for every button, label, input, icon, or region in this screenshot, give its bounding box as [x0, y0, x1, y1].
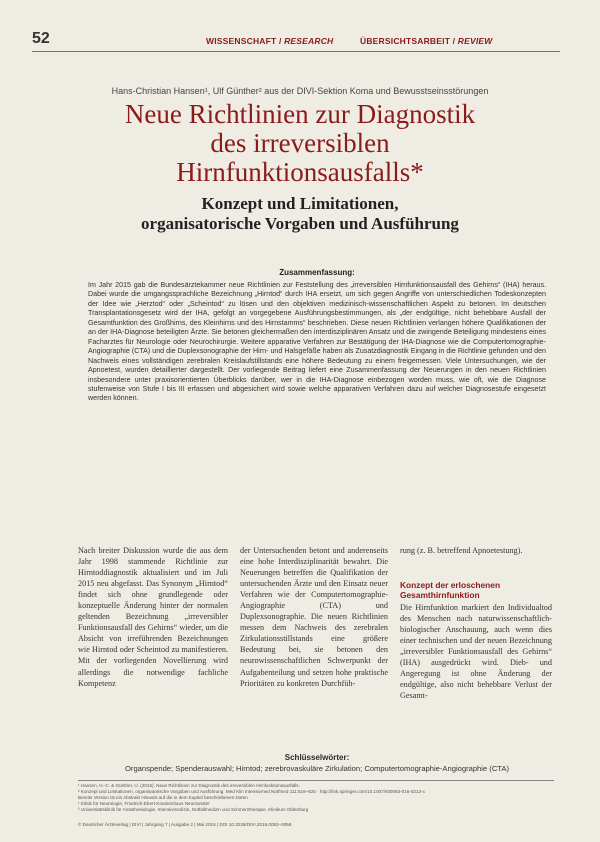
title-line: des irreversiblen [210, 128, 390, 158]
copyright-line: © Deutscher Ärzteverlag | DIVI | Jahrgang 7 | Ausgabe 2 | Mai 2016 | DOI 10.3238/DIVI.2016.0052–0058 [78, 822, 292, 827]
abstract-heading: Zusammenfassung: [279, 268, 355, 277]
body-column-2 [240, 545, 388, 689]
body-paragraph: rung (z. B. betreffend Apnoetestung). [400, 546, 523, 555]
keywords-text: Organspende; Spenderauswahl; Hirntod; zerebrovaskuläre Zirkulation; Computertomographie-Angiographie (CTA) [125, 764, 509, 773]
section-heading [400, 580, 552, 600]
keywords-heading: Schlüsselwörter: [284, 753, 350, 762]
page-header [32, 30, 560, 50]
footnote: ² Konzept und Limitationen, organisatorische Vorgaben und Ausführung. Med Klin Intensivmed Notfmed 111:516–525 · http://link.springer.com/10.1007/s00063-016-0213-x [78, 789, 425, 795]
section-label: WISSENSCHAFT [206, 36, 277, 46]
footnote: ² Universitätsklinik für Anästhesiologie, Intensivmedizin, Notfallmedizin und Schmerztherapie, Klinikum Oldenburg [78, 807, 309, 813]
footnotes [78, 780, 554, 813]
footnote: Bereits Version ist ein Abstrakt Hinweis auf die in dem Kapitel beschriebenen Daten [78, 795, 248, 801]
section-heading-line: Konzept der erloschenen [400, 580, 501, 591]
footnote: ¹ Hansen, H.-C. & Günther, U. (2016). Neue Richtlinien zur Diagnostik des irreversiblen Hirnfunktionsausfalls. [78, 783, 300, 788]
title-line: Hirnfunktionsausfalls* [176, 157, 424, 187]
subtitle-line: Konzept und Limitationen, [201, 194, 399, 213]
body-paragraph: Nach breiter Diskussion wurde die aus dem Jahr 1998 stammende Richtlinie zur Hirntoddiagnostik aktualisiert und im Juli 2015 neu abgefasst. Das Synonym „Hirntod“ findet sich ohne grundlegende oder konzeptuelle Änderung hinter der normalen geltenden Bezeichnung „irreversibler Funktionsausfall des Gehirns“ wieder, um die Absicht von irreführenden Bezeichnungen wie Hirntod oder Scheintod zu manifestieren. Mit der vorliegenden Novellierung wird allerdings die notwendige fachliche Kompetenz [78, 546, 228, 688]
section-label-research: WISSENSCHAFT / RESEARCH [206, 36, 334, 46]
article-subtitle [60, 194, 540, 234]
abstract-text: Im Jahr 2015 gab die Bundesärztekammer neue Richtlinien zur Feststellung des „irreversiblen Hirnfunktionsausfall des Gehirns“ (IHA) heraus. Dabei wurde die umgangssprachliche Bezeichnung „Hirntod“ durch IHA ersetzt, um sich gegen Angriffe von unterschiedlichen Todeskonzepten der Idee wie „Herztod“ oder „Scheintod“ zu lösen und den objektiven medizinisch-wissenschaftlichen Aspekt zu betonen. Im deutschen Transplantationsgesetz wird der IHA, gefolgt an vorgegebene Ausführungsbestimmungen, als „der endgültige, nicht behebbare Ausfall der Gesamtfunktion des Großhirns, des Kleinhirns und des Hirnstamms“ beschrieben. Diese neuen Richtlinien verlangen höhere Qualifikationen der an der IHA-Diagnose beteiligten Ärzte. Sie betonen gleichermaßen den interdisziplinären Ansatz und die zwingende Beteiligung mindestens eines Facharztes für Neurologie oder Neurochirurgie. Weitere apparative Verfahren zur Bestätigung der IHA-Diagnose wie die Computertomographie-Angiographie (CTA) und die Duplexsonographie der Hirn- und Halsgefäße haben als Zusatzdiagnostik Eingang in die Richtlinie gefunden und den Nachweis eines vollständigen zerebralen Kreislaufstillstands eine höhere Bedeutung zu einem freigemessen. Viele Untersuchungen, wie der Apnoetest, wurden detaillierter dargestellt. Der vorliegende Beitrag liefert eine Zusammenfassung der Neuerungen in den neuen Richtlinien insbesondere unter praxisorientierten Überblicks darüber, wer in die IHA-Diagnose einbezogen worden muss, wie oft, wie die Diagnose stufenweise von Stufe I bis III erfassen und abgesichert wird sowie welche apparativen Verfahren dazu auf welcher Diagnosestufe eingesetzt werden können. [88, 281, 546, 403]
section-heading-line: Gesamthirnfunktion [400, 590, 480, 601]
page-number: 52 [32, 30, 50, 47]
body-column-1 [78, 545, 228, 689]
section-label-en: RESEARCH [284, 36, 334, 46]
section-label-review: ÜBERSICHTSARBEIT / REVIEW [360, 36, 493, 46]
body-paragraph: Die Hirnfunktion markiert den Individualtod des Menschen nach naturwissenschaftlich-biologischer Anschauung, auch wenn dies einer technischen und der neuen Bezeichnung „irreversibler Funktionsausfall des Gehirns“ (IHA) ausgedrückt wird. Dieb- und Angeregung ist ohne Änderung der endgültige, also nicht behebbare Verlust der Gesamt- [400, 603, 552, 701]
body-column-3 [400, 545, 552, 701]
title-line: Neue Richtlinien zur Diagnostik [124, 99, 476, 129]
section-label: ÜBERSICHTSARBEIT [360, 36, 451, 46]
header-rule [32, 51, 560, 52]
footnote: ¹ Klinik für Neurologie, Friedrich-Ebert-Krankenhaus Neumünster [78, 801, 210, 807]
body-paragraph: der Untersuchenden betont und anderenseits eine hohe Interdisziplinarität bewahrt. Die Neuerungen betreffen die Qualifikation der untersuchenden Ärzte und den Einsatz neuer Verfahren wie der Computertomographie-Angiographie (CTA) und Duplexsonographie. Die neuen Richtlinien messen dem Nachweis des zerebralen Zirkulationsstillstands eine größere Bedeutung bei, sie betonen den neurowissenschaftlichen Schwerpunkt der Aufgabenteilung und setzen hohe praktische Prioritäten zu konkreten Durchfüh- [240, 546, 388, 688]
subtitle-line: organisatorische Vorgaben und Ausführung [141, 214, 459, 233]
authors-line: Hans-Christian Hansen¹, Ulf Günther² aus der DIVI-Sektion Koma und Bewusstseinsstörungen [111, 86, 489, 96]
article-title [60, 100, 540, 187]
section-label-en: REVIEW [457, 36, 493, 46]
